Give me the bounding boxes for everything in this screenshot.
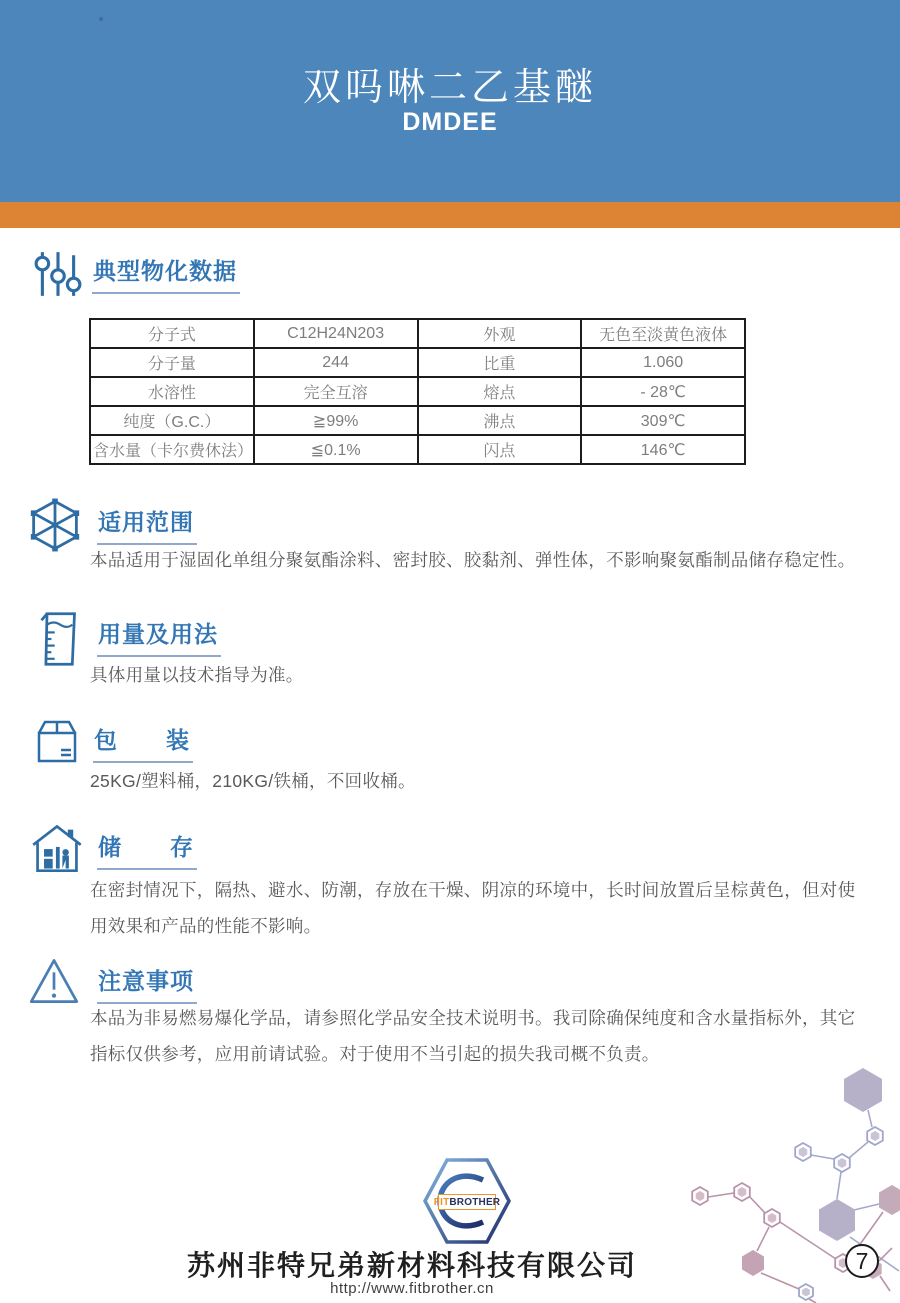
table-cell: 纯度（G.C.） — [90, 406, 254, 435]
logo-fit-text: FIT — [433, 1196, 450, 1208]
precautions-text: 本品为非易燃易爆化学品，请参照化学品安全技术说明书。我司除确保纯度和含水量指标外，其它指标仅供参考，应用前请试验。对于使用不当引起的损失我司概不负责。 — [90, 1008, 856, 1064]
table-cell: 309℃ — [581, 406, 745, 435]
speck-dot — [99, 17, 103, 21]
page-number-badge — [845, 1244, 879, 1278]
section-heading-physical-data: 典型物化数据 — [92, 253, 240, 294]
table-cell: 分子量 — [90, 348, 254, 377]
website-url: http://www.fitbrother.cn — [330, 1280, 494, 1297]
section-heading-storage: 储 存 — [97, 829, 197, 870]
table-cell: 含水量（卡尔费休法） — [90, 435, 254, 464]
table-row — [90, 348, 745, 377]
table-row — [90, 435, 745, 464]
table-cell: 完全互溶 — [254, 377, 418, 406]
package-box-icon — [33, 716, 81, 773]
logo-wordmark — [433, 1194, 501, 1210]
table-cell: 1.060 — [581, 348, 745, 377]
page-number: 7 — [855, 1247, 869, 1274]
section-heading-application: 适用范围 — [97, 504, 197, 545]
table-cell: 分子式 — [90, 319, 254, 348]
table-cell: ≦0.1% — [254, 435, 418, 464]
table-cell: 闪点 — [418, 435, 582, 464]
logo-brother-text: BROTHER — [449, 1196, 501, 1208]
table-cell: C12H24N203 — [254, 319, 418, 348]
table-cell: 水溶性 — [90, 377, 254, 406]
packaging-text: 25KG/塑料桶，210KG/铁桶，不回收桶。 — [90, 771, 416, 791]
usage-text: 具体用量以技术指导为准。 — [90, 665, 304, 685]
table-cell: - 28℃ — [581, 377, 745, 406]
section-heading-packaging: 包 装 — [93, 722, 193, 763]
header-banner — [0, 0, 900, 202]
page-title: 双吗啉二乙基醚 — [302, 67, 597, 109]
table-cell: 244 — [254, 348, 418, 377]
table-cell: 146℃ — [581, 435, 745, 464]
section-heading-usage: 用量及用法 — [97, 616, 221, 657]
application-text: 本品适用于湿固化单组分聚氨酯涂料、密封胶、胶黏剂、弹性体，不影响聚氨酯制品储存稳定性。 — [90, 550, 856, 570]
beaker-icon — [36, 610, 80, 673]
table-cell: 熔点 — [418, 377, 582, 406]
company-name: 苏州非特兄弟新材料科技有限公司 — [186, 1250, 637, 1281]
warehouse-icon — [30, 822, 84, 879]
table-row — [90, 406, 745, 435]
table-row — [90, 377, 745, 406]
footer-logo — [417, 1153, 517, 1249]
table-cell: 比重 — [418, 348, 582, 377]
hexagon-cube-icon — [28, 497, 82, 558]
warning-triangle-icon — [28, 956, 80, 1011]
table-cell: 外观 — [418, 319, 582, 348]
page-subtitle: DMDEE — [402, 108, 498, 136]
table-cell: 无色至淡黄色液体 — [581, 319, 745, 348]
sliders-icon — [33, 249, 83, 304]
physical-data-table — [89, 318, 746, 465]
table-cell: ≧99% — [254, 406, 418, 435]
table-cell: 沸点 — [418, 406, 582, 435]
storage-text: 在密封情况下，隔热、避水、防潮，存放在干燥、阴凉的环境中，长时间放置后呈棕黄色，但对使用效果和产品的性能不影响。 — [90, 880, 856, 936]
accent-stripe — [0, 202, 900, 228]
section-heading-precautions: 注意事项 — [97, 963, 197, 1004]
table-row — [90, 319, 745, 348]
